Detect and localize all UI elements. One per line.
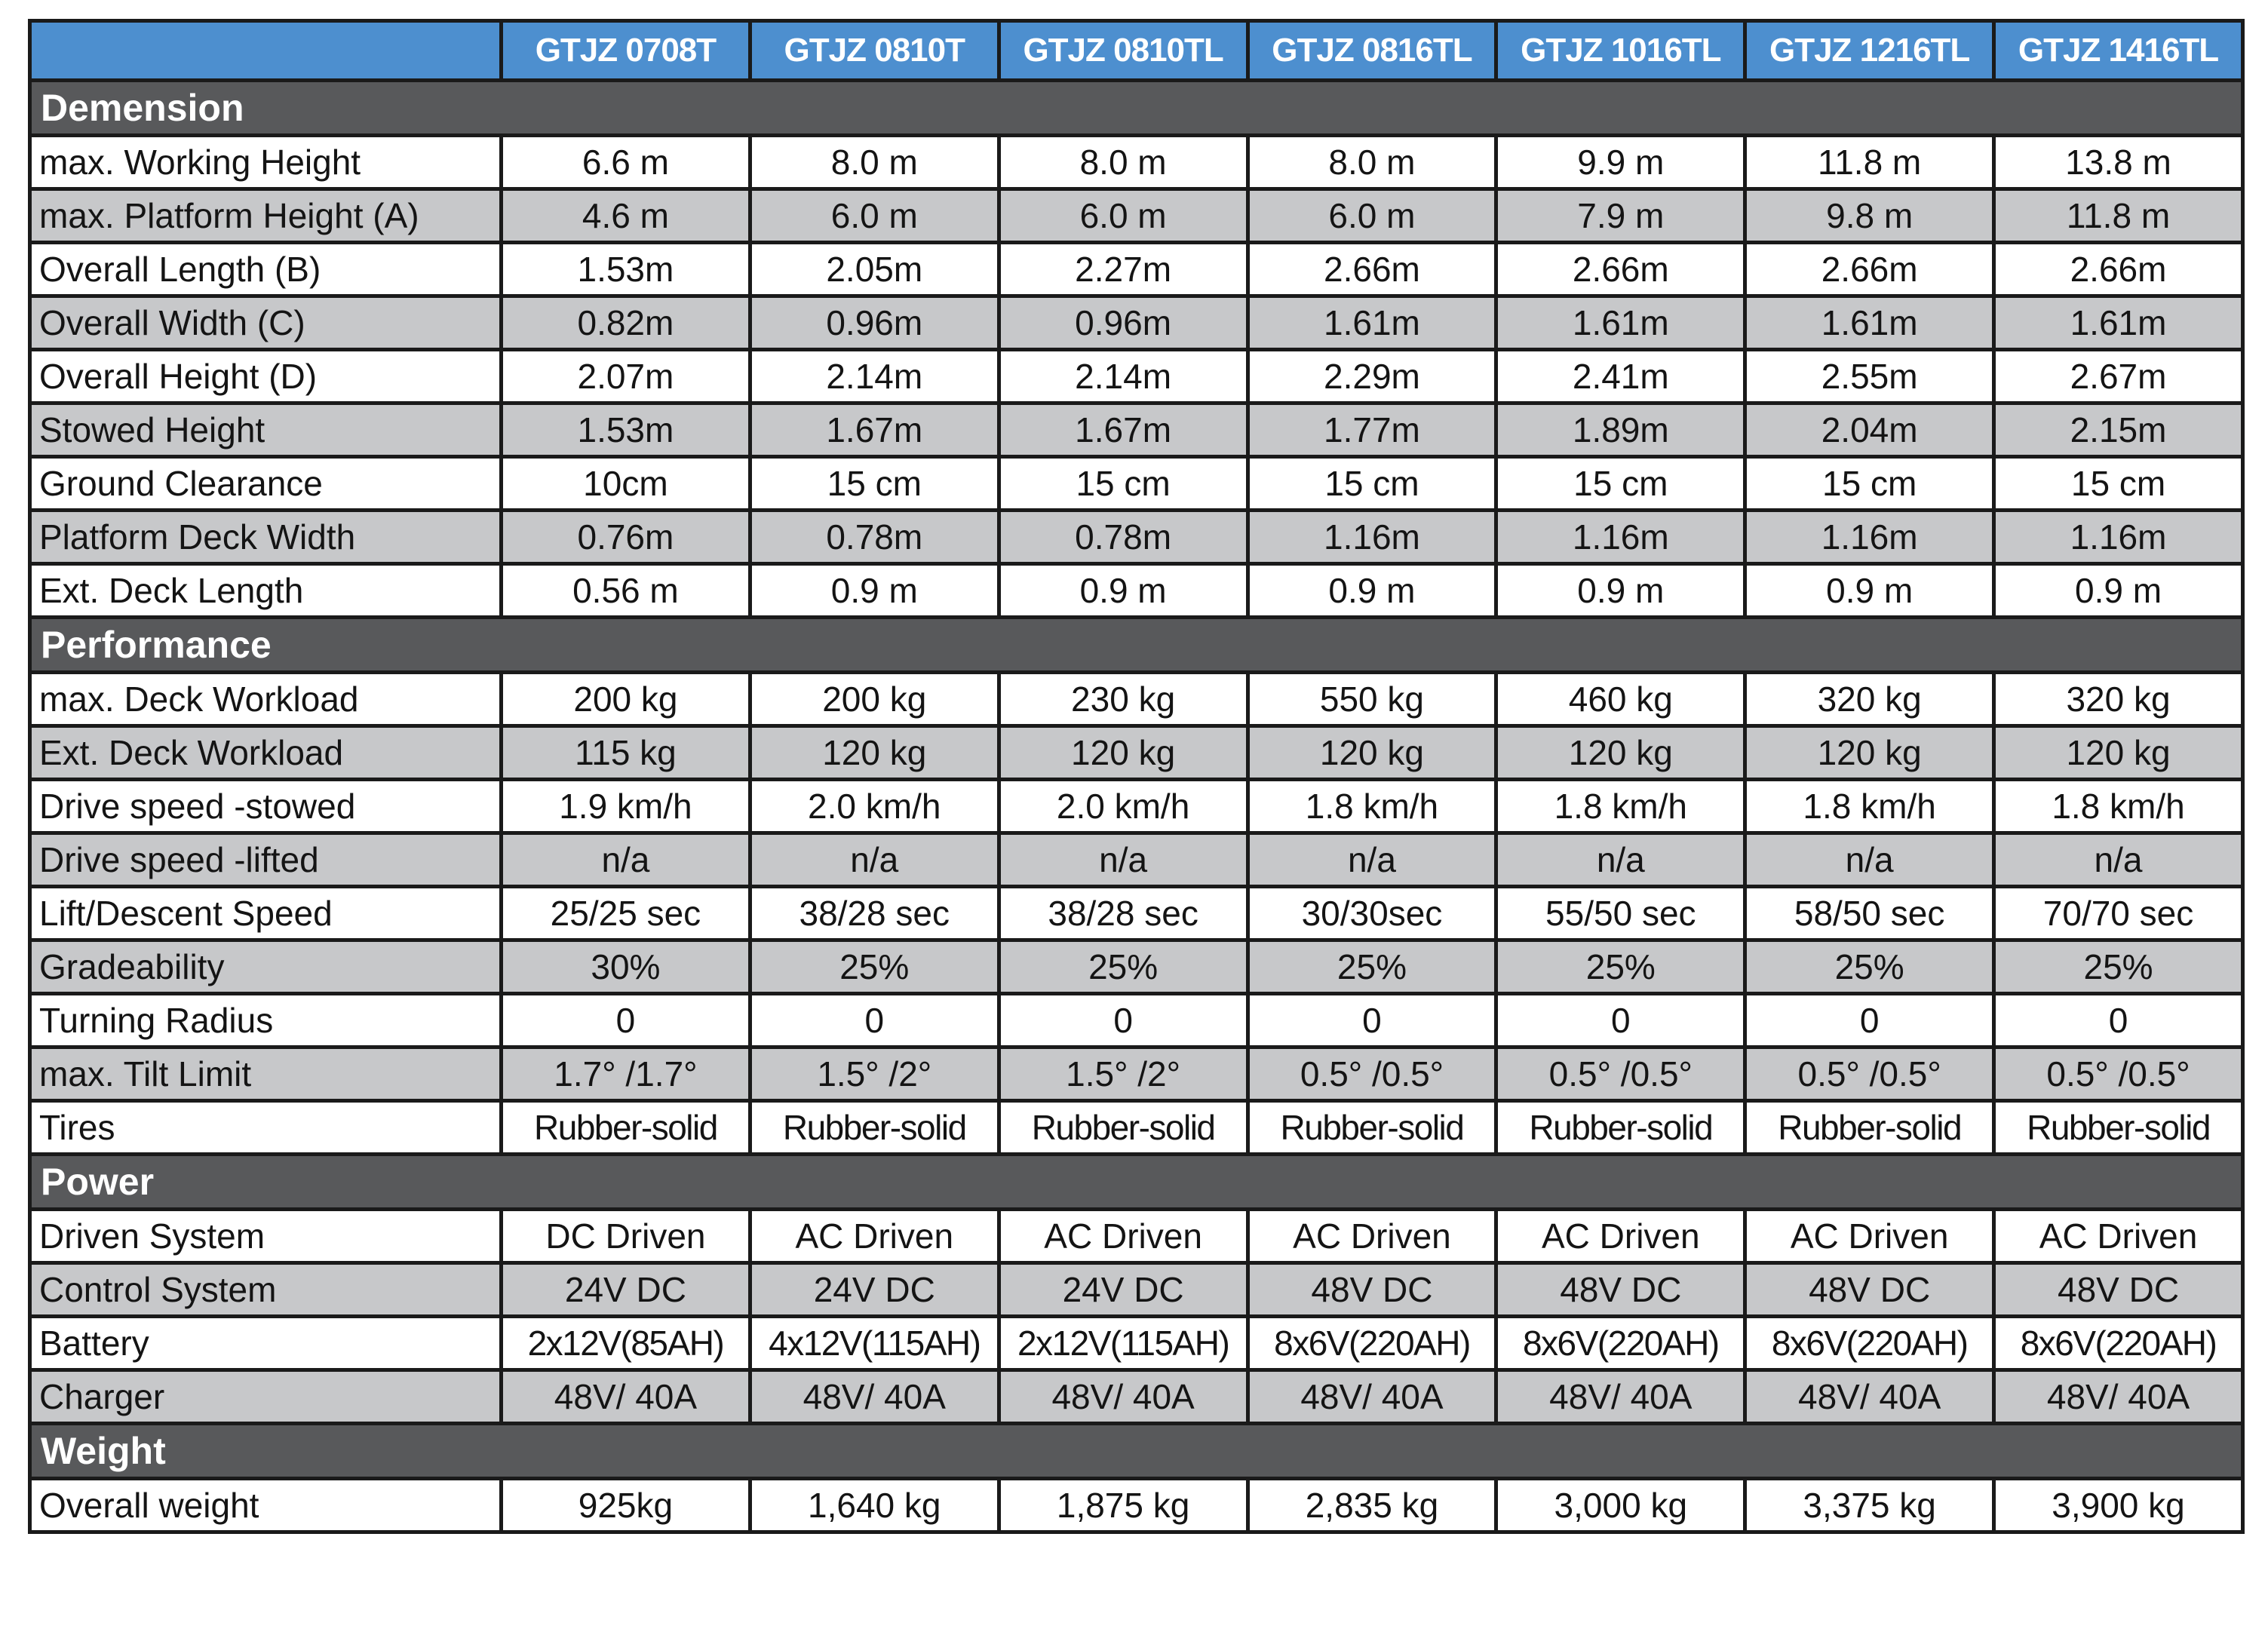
value-cell: 2.15m	[1994, 403, 2243, 457]
table-row	[30, 673, 2243, 726]
value-cell: 24V DC	[750, 1263, 999, 1317]
value-cell: 0	[1248, 994, 1496, 1048]
value-cell: 1.16m	[1496, 511, 1745, 564]
model-header-cell: GTJZ 0708T	[502, 21, 750, 81]
value-cell: 9.9 m	[1496, 136, 1745, 189]
value-cell: 1.16m	[1745, 511, 1994, 564]
value-cell: Rubber-solid	[1248, 1101, 1496, 1155]
row-label: Overall Length (B)	[30, 243, 502, 296]
table-row	[30, 833, 2243, 887]
value-cell: 1.53m	[502, 243, 750, 296]
value-cell: 0.56 m	[502, 564, 750, 618]
value-cell: 13.8 m	[1994, 136, 2243, 189]
table-row	[30, 350, 2243, 403]
value-cell: 1.7° /1.7°	[502, 1048, 750, 1101]
value-cell: 1.53m	[502, 403, 750, 457]
value-cell: Rubber-solid	[502, 1101, 750, 1155]
value-cell: 0	[999, 994, 1248, 1048]
value-cell: DC Driven	[502, 1210, 750, 1263]
value-cell: 0.78m	[999, 511, 1248, 564]
value-cell: Rubber-solid	[1745, 1101, 1994, 1155]
value-cell: 0	[502, 994, 750, 1048]
value-cell: 2.05m	[750, 243, 999, 296]
value-cell: 2.41m	[1496, 350, 1745, 403]
row-label: Overall weight	[30, 1479, 502, 1532]
table-row	[30, 780, 2243, 833]
row-label: Ext. Deck Length	[30, 564, 502, 618]
value-cell: 48V/ 40A	[999, 1370, 1248, 1424]
spec-table	[28, 19, 2245, 1534]
model-header-row	[30, 21, 2243, 81]
value-cell: 0.9 m	[1248, 564, 1496, 618]
value-cell: 48V/ 40A	[502, 1370, 750, 1424]
row-label: Control System	[30, 1263, 502, 1317]
value-cell: 11.8 m	[1994, 189, 2243, 243]
section-title: Power	[30, 1155, 2243, 1210]
value-cell: 2.07m	[502, 350, 750, 403]
row-label: Tires	[30, 1101, 502, 1155]
value-cell: 15 cm	[1994, 457, 2243, 511]
table-row	[30, 564, 2243, 618]
table-row	[30, 1210, 2243, 1263]
spec-table-body	[30, 21, 2243, 1532]
value-cell: 120 kg	[1496, 726, 1745, 780]
model-header-cell: GTJZ 0816TL	[1248, 21, 1496, 81]
value-cell: AC Driven	[999, 1210, 1248, 1263]
value-cell: 0.9 m	[1994, 564, 2243, 618]
value-cell: 200 kg	[750, 673, 999, 726]
row-label: Gradeability	[30, 940, 502, 994]
section-header-row	[30, 1155, 2243, 1210]
model-header-cell: GTJZ 1016TL	[1496, 21, 1745, 81]
value-cell: 1.67m	[750, 403, 999, 457]
value-cell: 200 kg	[502, 673, 750, 726]
row-label: Platform Deck Width	[30, 511, 502, 564]
value-cell: 120 kg	[1248, 726, 1496, 780]
value-cell: 11.8 m	[1745, 136, 1994, 189]
value-cell: 6.0 m	[1248, 189, 1496, 243]
value-cell: 6.0 m	[999, 189, 1248, 243]
value-cell: 24V DC	[502, 1263, 750, 1317]
model-header-cell: GTJZ 1416TL	[1994, 21, 2243, 81]
value-cell: AC Driven	[750, 1210, 999, 1263]
value-cell: n/a	[750, 833, 999, 887]
value-cell: 2.66m	[1496, 243, 1745, 296]
value-cell: 0.96m	[750, 296, 999, 350]
value-cell: 120 kg	[750, 726, 999, 780]
value-cell: 230 kg	[999, 673, 1248, 726]
table-row	[30, 511, 2243, 564]
value-cell: 2.29m	[1248, 350, 1496, 403]
value-cell: 1.5° /2°	[750, 1048, 999, 1101]
value-cell: 2x12V(85AH)	[502, 1317, 750, 1370]
value-cell: 30%	[502, 940, 750, 994]
value-cell: AC Driven	[1496, 1210, 1745, 1263]
row-label: Driven System	[30, 1210, 502, 1263]
value-cell: 550 kg	[1248, 673, 1496, 726]
value-cell: 925kg	[502, 1479, 750, 1532]
value-cell: 25%	[1745, 940, 1994, 994]
value-cell: 0	[1994, 994, 2243, 1048]
value-cell: 48V DC	[1248, 1263, 1496, 1317]
value-cell: 2x12V(115AH)	[999, 1317, 1248, 1370]
value-cell: 2.66m	[1994, 243, 2243, 296]
value-cell: 0.9 m	[750, 564, 999, 618]
table-row	[30, 243, 2243, 296]
section-header-row	[30, 1424, 2243, 1479]
value-cell: 1.61m	[1248, 296, 1496, 350]
value-cell: 55/50 sec	[1496, 887, 1745, 940]
value-cell: 0	[1745, 994, 1994, 1048]
value-cell: 1.89m	[1496, 403, 1745, 457]
value-cell: 2.27m	[999, 243, 1248, 296]
value-cell: 1.16m	[1248, 511, 1496, 564]
value-cell: 48V DC	[1994, 1263, 2243, 1317]
table-row	[30, 1101, 2243, 1155]
value-cell: 48V/ 40A	[1994, 1370, 2243, 1424]
row-label: Ground Clearance	[30, 457, 502, 511]
row-label: Overall Height (D)	[30, 350, 502, 403]
value-cell: 1.9 km/h	[502, 780, 750, 833]
value-cell: 0.5° /0.5°	[1994, 1048, 2243, 1101]
value-cell: n/a	[1994, 833, 2243, 887]
value-cell: 1.77m	[1248, 403, 1496, 457]
value-cell: 10cm	[502, 457, 750, 511]
value-cell: n/a	[1248, 833, 1496, 887]
value-cell: 25%	[1994, 940, 2243, 994]
value-cell: 58/50 sec	[1745, 887, 1994, 940]
value-cell: 0.82m	[502, 296, 750, 350]
table-row	[30, 1317, 2243, 1370]
table-row	[30, 1048, 2243, 1101]
table-row	[30, 1479, 2243, 1532]
value-cell: 0.5° /0.5°	[1496, 1048, 1745, 1101]
value-cell: 1,875 kg	[999, 1479, 1248, 1532]
value-cell: 3,375 kg	[1745, 1479, 1994, 1532]
value-cell: 48V/ 40A	[1745, 1370, 1994, 1424]
value-cell: 2.66m	[1248, 243, 1496, 296]
row-label: Lift/Descent Speed	[30, 887, 502, 940]
value-cell: 15 cm	[1745, 457, 1994, 511]
value-cell: n/a	[999, 833, 1248, 887]
value-cell: 8x6V(220AH)	[1745, 1317, 1994, 1370]
value-cell: 8x6V(220AH)	[1496, 1317, 1745, 1370]
value-cell: 1.8 km/h	[1994, 780, 2243, 833]
value-cell: 15 cm	[1496, 457, 1745, 511]
value-cell: 3,900 kg	[1994, 1479, 2243, 1532]
value-cell: 25%	[1248, 940, 1496, 994]
row-label: Turning Radius	[30, 994, 502, 1048]
value-cell: 0.9 m	[999, 564, 1248, 618]
value-cell: 38/28 sec	[750, 887, 999, 940]
value-cell: AC Driven	[1994, 1210, 2243, 1263]
section-title: Performance	[30, 618, 2243, 673]
value-cell: n/a	[1496, 833, 1745, 887]
value-cell: 70/70 sec	[1994, 887, 2243, 940]
value-cell: 0.5° /0.5°	[1248, 1048, 1496, 1101]
value-cell: 1.16m	[1994, 511, 2243, 564]
model-header-cell: GTJZ 0810TL	[999, 21, 1248, 81]
value-cell: 8.0 m	[999, 136, 1248, 189]
row-label: Overall Width (C)	[30, 296, 502, 350]
row-label: Drive speed -lifted	[30, 833, 502, 887]
section-title: Demension	[30, 81, 2243, 136]
value-cell: 1.67m	[999, 403, 1248, 457]
value-cell: 25%	[999, 940, 1248, 994]
value-cell: 4.6 m	[502, 189, 750, 243]
value-cell: 320 kg	[1745, 673, 1994, 726]
value-cell: 48V/ 40A	[750, 1370, 999, 1424]
value-cell: Rubber-solid	[750, 1101, 999, 1155]
value-cell: Rubber-solid	[1994, 1101, 2243, 1155]
table-row	[30, 887, 2243, 940]
value-cell: 1.61m	[1745, 296, 1994, 350]
value-cell: 2.55m	[1745, 350, 1994, 403]
section-header-row	[30, 618, 2243, 673]
table-row	[30, 296, 2243, 350]
table-row	[30, 940, 2243, 994]
header-corner-cell	[30, 21, 502, 81]
value-cell: 0.96m	[999, 296, 1248, 350]
value-cell: 0.9 m	[1496, 564, 1745, 618]
value-cell: Rubber-solid	[1496, 1101, 1745, 1155]
value-cell: 15 cm	[750, 457, 999, 511]
value-cell: 2.14m	[999, 350, 1248, 403]
value-cell: 15 cm	[1248, 457, 1496, 511]
value-cell: 2.14m	[750, 350, 999, 403]
value-cell: 2.0 km/h	[999, 780, 1248, 833]
value-cell: 8.0 m	[1248, 136, 1496, 189]
value-cell: 115 kg	[502, 726, 750, 780]
row-label: max. Tilt Limit	[30, 1048, 502, 1101]
row-label: Battery	[30, 1317, 502, 1370]
value-cell: 120 kg	[999, 726, 1248, 780]
model-header-cell: GTJZ 0810T	[750, 21, 999, 81]
value-cell: 8.0 m	[750, 136, 999, 189]
value-cell: 48V/ 40A	[1248, 1370, 1496, 1424]
value-cell: 0.78m	[750, 511, 999, 564]
value-cell: 25/25 sec	[502, 887, 750, 940]
row-label: max. Platform Height (A)	[30, 189, 502, 243]
value-cell: 25%	[1496, 940, 1745, 994]
value-cell: 1.5° /2°	[999, 1048, 1248, 1101]
row-label: max. Deck Workload	[30, 673, 502, 726]
section-header-row	[30, 81, 2243, 136]
value-cell: 2,835 kg	[1248, 1479, 1496, 1532]
row-label: Ext. Deck Workload	[30, 726, 502, 780]
value-cell: 0.9 m	[1745, 564, 1994, 618]
value-cell: 6.0 m	[750, 189, 999, 243]
value-cell: n/a	[1745, 833, 1994, 887]
value-cell: 1.8 km/h	[1496, 780, 1745, 833]
value-cell: 320 kg	[1994, 673, 2243, 726]
value-cell: 0.76m	[502, 511, 750, 564]
row-label: Charger	[30, 1370, 502, 1424]
table-row	[30, 994, 2243, 1048]
value-cell: 30/30sec	[1248, 887, 1496, 940]
table-row	[30, 457, 2243, 511]
row-label: Drive speed -stowed	[30, 780, 502, 833]
value-cell: 4x12V(115AH)	[750, 1317, 999, 1370]
table-row	[30, 726, 2243, 780]
table-row	[30, 1370, 2243, 1424]
value-cell: n/a	[502, 833, 750, 887]
row-label: Stowed Height	[30, 403, 502, 457]
table-row	[30, 403, 2243, 457]
value-cell: 6.6 m	[502, 136, 750, 189]
value-cell: 0	[1496, 994, 1745, 1048]
value-cell: 25%	[750, 940, 999, 994]
row-label: max. Working Height	[30, 136, 502, 189]
value-cell: 3,000 kg	[1496, 1479, 1745, 1532]
value-cell: 24V DC	[999, 1263, 1248, 1317]
value-cell: 1.61m	[1994, 296, 2243, 350]
value-cell: 0.5° /0.5°	[1745, 1048, 1994, 1101]
section-title: Weight	[30, 1424, 2243, 1479]
value-cell: 1.8 km/h	[1248, 780, 1496, 833]
value-cell: 8x6V(220AH)	[1994, 1317, 2243, 1370]
value-cell: 2.67m	[1994, 350, 2243, 403]
value-cell: 1.8 km/h	[1745, 780, 1994, 833]
table-row	[30, 1263, 2243, 1317]
value-cell: 38/28 sec	[999, 887, 1248, 940]
value-cell: 120 kg	[1994, 726, 2243, 780]
value-cell: 9.8 m	[1745, 189, 1994, 243]
value-cell: 7.9 m	[1496, 189, 1745, 243]
value-cell: AC Driven	[1745, 1210, 1994, 1263]
value-cell: 1.61m	[1496, 296, 1745, 350]
value-cell: 120 kg	[1745, 726, 1994, 780]
value-cell: 48V DC	[1745, 1263, 1994, 1317]
value-cell: 2.66m	[1745, 243, 1994, 296]
value-cell: 1,640 kg	[750, 1479, 999, 1532]
value-cell: 48V DC	[1496, 1263, 1745, 1317]
value-cell: 8x6V(220AH)	[1248, 1317, 1496, 1370]
value-cell: 15 cm	[999, 457, 1248, 511]
value-cell: 48V/ 40A	[1496, 1370, 1745, 1424]
value-cell: 2.04m	[1745, 403, 1994, 457]
value-cell: 2.0 km/h	[750, 780, 999, 833]
model-header-cell: GTJZ 1216TL	[1745, 21, 1994, 81]
value-cell: 460 kg	[1496, 673, 1745, 726]
value-cell: 0	[750, 994, 999, 1048]
value-cell: Rubber-solid	[999, 1101, 1248, 1155]
table-row	[30, 189, 2243, 243]
table-row	[30, 136, 2243, 189]
value-cell: AC Driven	[1248, 1210, 1496, 1263]
